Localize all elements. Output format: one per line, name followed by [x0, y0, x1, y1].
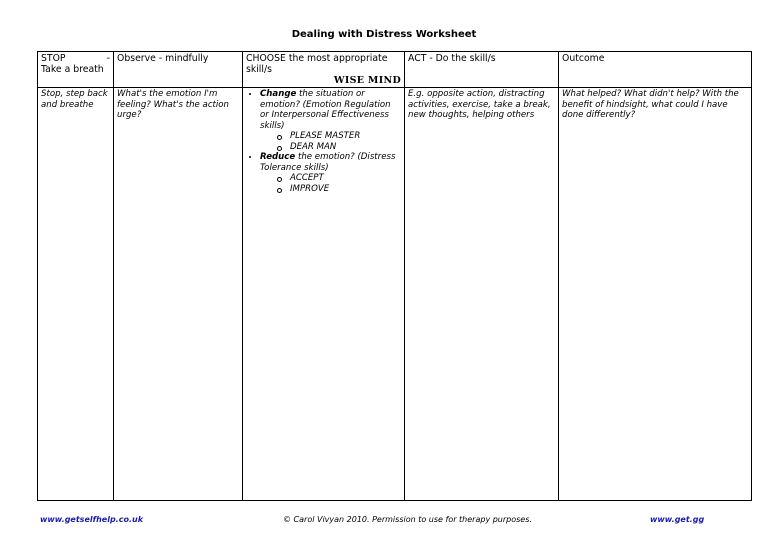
header-outcome: Outcome [559, 52, 752, 88]
footer-left-link[interactable]: www.getselfhelp.co.uk [40, 515, 144, 524]
cell-observe: What's the emotion I'm feeling? What's the action urge? [114, 88, 243, 501]
stop-rest: Take a breath [41, 64, 104, 75]
header-stop [38, 52, 114, 88]
header-observe: Observe - mindfully [114, 52, 243, 88]
stop-word: STOP [41, 53, 66, 64]
reduce-keyword: Reduce [260, 152, 296, 162]
stop-dash: - [106, 53, 110, 64]
change-text: the situation or emotion? (Emotion Regulation or Interpersonal Effectiveness skills) [260, 89, 391, 131]
choose-label: CHOOSE the most appropriate skill/s [246, 53, 388, 75]
change-sublist [260, 131, 401, 152]
wise-mind-label: WISE MIND [333, 75, 401, 86]
page-title: Dealing with Distress Worksheet [291, 29, 477, 40]
change-item: DEAR MAN [290, 142, 401, 153]
content-row [38, 88, 752, 501]
reduce-item: IMPROVE [290, 184, 401, 195]
footer-right-link[interactable]: www.get.gg [650, 515, 705, 524]
header-act: ACT - Do the skill/s [405, 52, 559, 88]
change-keyword: Change [260, 89, 297, 99]
header-choose [243, 52, 405, 88]
skill-change [260, 89, 401, 152]
skills-list [246, 89, 401, 194]
skill-reduce [260, 152, 401, 194]
change-item: PLEASE MASTER [290, 131, 401, 142]
cell-stop: Stop, step back and breathe [38, 88, 114, 501]
footer-copyright: © Carol Vivyan 2010. Permission to use for therapy purposes. [283, 515, 532, 524]
cell-choose [243, 88, 405, 501]
cell-outcome: What helped? What didn't help? With the benefit of hindsight, what could I have done differently? [559, 88, 752, 501]
reduce-sublist [260, 173, 401, 194]
worksheet-table [37, 51, 752, 501]
header-row [38, 52, 752, 88]
cell-act: E.g. opposite action, distracting activities, exercise, take a break, new thoughts, helping others [405, 88, 559, 501]
reduce-item: ACCEPT [290, 173, 401, 184]
reduce-text: the emotion? (Distress Tolerance skills) [260, 152, 396, 173]
